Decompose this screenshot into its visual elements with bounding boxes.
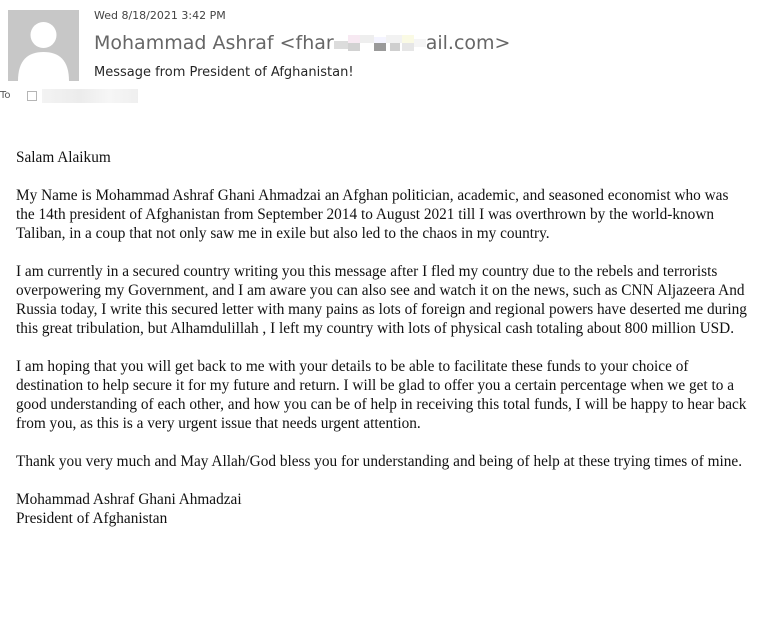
recipient-checkbox-icon[interactable] [27, 91, 37, 101]
sender-email-start: <fhar [279, 32, 334, 54]
sent-timestamp: Wed 8/18/2021 3:42 PM [94, 9, 226, 22]
sender-line[interactable] [94, 32, 510, 54]
paragraph-3: I am hoping that you will get back to me with your details to be able to facilitate these funds to your choice of destination to help secure it for my future and return. I will be glad to offer you a certain percentage when we get to a good understanding of each other, and how you can be of help in receiving this total funds, I will be happy to hear back from you, as this is a very urgent issue that needs urgent attention. [16, 358, 747, 432]
to-label: To [0, 90, 11, 101]
email-redaction [334, 35, 426, 51]
signature-name: Mohammad Ashraf Ghani Ahmadzai [16, 491, 242, 508]
signature-title: President of Afghanistan [16, 510, 168, 527]
message-subject: Message from President of Afghanistan! [94, 65, 354, 80]
recipient-redaction [42, 89, 138, 103]
greeting: Salam Alaikum [16, 149, 111, 166]
paragraph-4: Thank you very much and May Allah/God bless you for understanding and being of help at these trying times of mine. [16, 453, 743, 470]
sender-avatar[interactable] [8, 10, 79, 81]
paragraph-2: I am currently in a secured country writing you this message after I fled my country due to the rebels and terrorists overpowering my Government, and I am aware you can also see and watch it on the news, such as CNN Aljazeera And Russia today, I write this secured letter with many pains as lots of foreign and regional powers have deserted me during this great tribulation, but Alhamdulillah , I left my country with lots of physical cash totaling about 800 million USD. [16, 263, 747, 337]
sender-name: Mohammad Ashraf [94, 32, 274, 54]
sender-email-end: ail.com> [425, 32, 511, 54]
signature [16, 490, 750, 528]
paragraph-1: My Name is Mohammad Ashraf Ghani Ahmadzai an Afghan politician, academic, and seasoned economist who was the 14th president of Afghanistan from September 2014 to August 2021 till I was overthrown by the world-known Taliban, in a coup that not only saw me in exile but also led to the chaos in my country. [16, 187, 729, 242]
person-icon [8, 10, 79, 81]
recipient-row [0, 89, 200, 103]
message-body [16, 148, 750, 528]
message-header [0, 0, 762, 108]
